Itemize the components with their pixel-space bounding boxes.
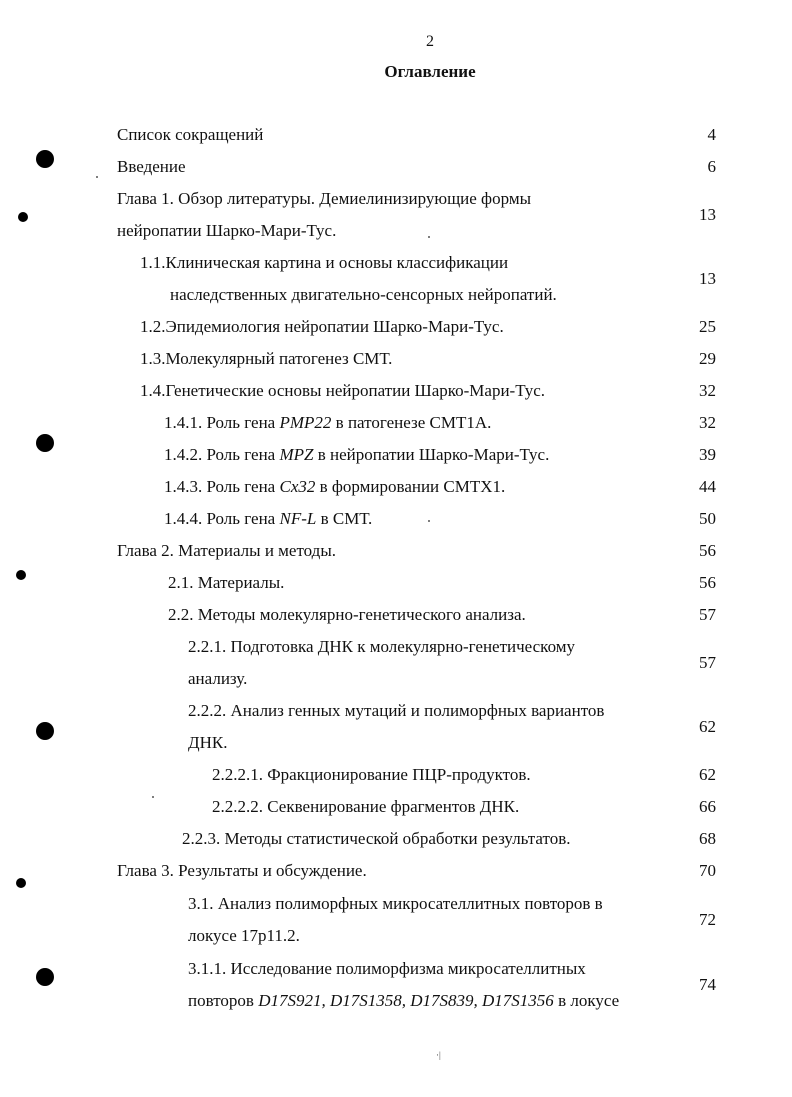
toc-entry-title: 1.1.Клиническая картина и основы классификации (140, 253, 509, 272)
toc-entry-title: 2.2.1. Подготовка ДНК к молекулярно-генетическому (188, 637, 576, 656)
toc-page-number: 56 (699, 573, 716, 592)
toc-title-prefix: 1.4.1. Роль гена (164, 413, 280, 432)
punch-hole (18, 212, 28, 222)
gene-name: Cx32 (279, 477, 316, 496)
toc-page-number: 6 (707, 157, 716, 176)
toc-page-number: 39 (699, 445, 716, 464)
toc-entry-title: Глава 1. Обзор литературы. Демиелинизирующие формы (117, 189, 531, 208)
page-title: Оглавление (384, 62, 476, 81)
toc-page-number: 25 (699, 317, 716, 336)
toc-entry-title (164, 503, 372, 535)
toc-entry-title-continued: ДНК. (188, 733, 228, 752)
toc-entry-title: 1.4.Генетические основы нейропатии Шарко-Мари-Тус. (140, 381, 546, 400)
toc-page-number: 74 (699, 975, 716, 994)
toc-page-number: 62 (699, 765, 716, 784)
toc-page-number: 56 (699, 541, 716, 560)
toc-entry-title: 2.2.2. Анализ генных мутаций и полиморфных вариантов (188, 701, 605, 720)
punch-hole (36, 150, 54, 168)
toc-title-suffix: в СМТ. (316, 509, 373, 528)
punch-hole (16, 878, 26, 888)
toc-entry-title-continued: локусе 17р11.2. (188, 926, 300, 945)
punch-hole (36, 968, 54, 986)
scan-speck (428, 236, 430, 238)
marker-name: D17S1356 (482, 991, 554, 1010)
toc-title-suffix: в патогенезе СМТ1А. (331, 413, 492, 432)
scan-speck (152, 796, 154, 798)
toc-page-number: 50 (699, 509, 716, 528)
toc-entry-title-continued: нейропатии Шарко-Мари-Тус. (117, 221, 337, 240)
toc-entry-title: 3.1.1. Исследование полиморфизма микросателлитных (188, 959, 586, 978)
toc-entry-title-continued: анализу. (188, 669, 248, 688)
toc-page-number: 32 (699, 381, 716, 400)
toc-page-number: 32 (699, 413, 716, 432)
toc-entry-title (164, 439, 549, 471)
toc-entry-title: 2.1. Материалы. (168, 573, 285, 592)
toc-page-number: 57 (699, 653, 716, 672)
toc-entry-title: 1.3.Молекулярный патогенез СМТ. (140, 349, 393, 368)
toc-entry-title: 3.1. Анализ полиморфных микросателлитных повторов в (188, 894, 603, 913)
toc-title-suffix: в нейропатии Шарко-Мари-Тус. (313, 445, 550, 464)
punch-hole (36, 722, 54, 740)
punch-hole (36, 434, 54, 452)
toc-page-number: 4 (707, 125, 716, 144)
toc-page-number: 13 (699, 205, 716, 224)
footer-mark: ·| (436, 1050, 441, 1060)
toc-page-number: 13 (699, 269, 716, 288)
toc-page-number: 72 (699, 910, 716, 929)
toc-entry-title-continued (188, 985, 619, 1017)
gene-name: NF-L (279, 509, 317, 528)
toc-entry-title: 2.2.2.2. Секвенирование фрагментов ДНК. (212, 797, 520, 816)
gene-name: MPZ (279, 445, 314, 464)
toc-title-prefix: 1.4.3. Роль гена (164, 477, 280, 496)
toc-entry-title: 2.2.3. Методы статистической обработки результатов. (182, 829, 571, 848)
toc-entry-title: Введение (117, 157, 186, 176)
toc-entry-title: 2.2.2.1. Фракционирование ПЦР-продуктов. (212, 765, 531, 784)
toc-entry-title: Глава 2. Материалы и методы. (117, 541, 337, 560)
toc-title-prefix: 1.4.2. Роль гена (164, 445, 280, 464)
scan-speck (96, 176, 98, 178)
scan-speck (428, 520, 430, 522)
toc-page-number: 66 (699, 797, 716, 816)
toc-page-number: 62 (699, 717, 716, 736)
toc-entry-title (164, 471, 505, 503)
toc-page-number: 29 (699, 349, 716, 368)
toc-page-number: 44 (699, 477, 716, 496)
toc-entry-title: 2.2. Методы молекулярно-генетического анализа. (168, 605, 526, 624)
toc-page-number: 57 (699, 605, 716, 624)
punch-hole (16, 570, 26, 580)
page-number: 2 (426, 33, 434, 50)
toc-title-prefix: 1.4.4. Роль гена (164, 509, 280, 528)
toc-title-prefix: повторов (188, 991, 259, 1010)
toc-entry-title (164, 407, 491, 439)
marker-name: D17S921, (258, 991, 326, 1010)
marker-name: D17S839, (410, 991, 478, 1010)
toc-entry-title: 1.2.Эпидемиология нейропатии Шарко-Мари-Тус. (140, 317, 504, 336)
toc-page-number: 70 (699, 861, 716, 880)
toc-title-suffix: в локусе (553, 991, 620, 1010)
toc-title-suffix: в формировании СМТХ1. (315, 477, 506, 496)
toc-entry-title: Список сокращений (117, 125, 264, 144)
toc-entry-title: Глава 3. Результаты и обсуждение. (117, 861, 367, 880)
gene-name: PMP22 (279, 413, 332, 432)
toc-entry-title-continued: наследственных двигательно-сенсорных нейропатий. (170, 285, 557, 304)
marker-name: D17S1358, (329, 991, 406, 1010)
toc-page-number: 68 (699, 829, 716, 848)
